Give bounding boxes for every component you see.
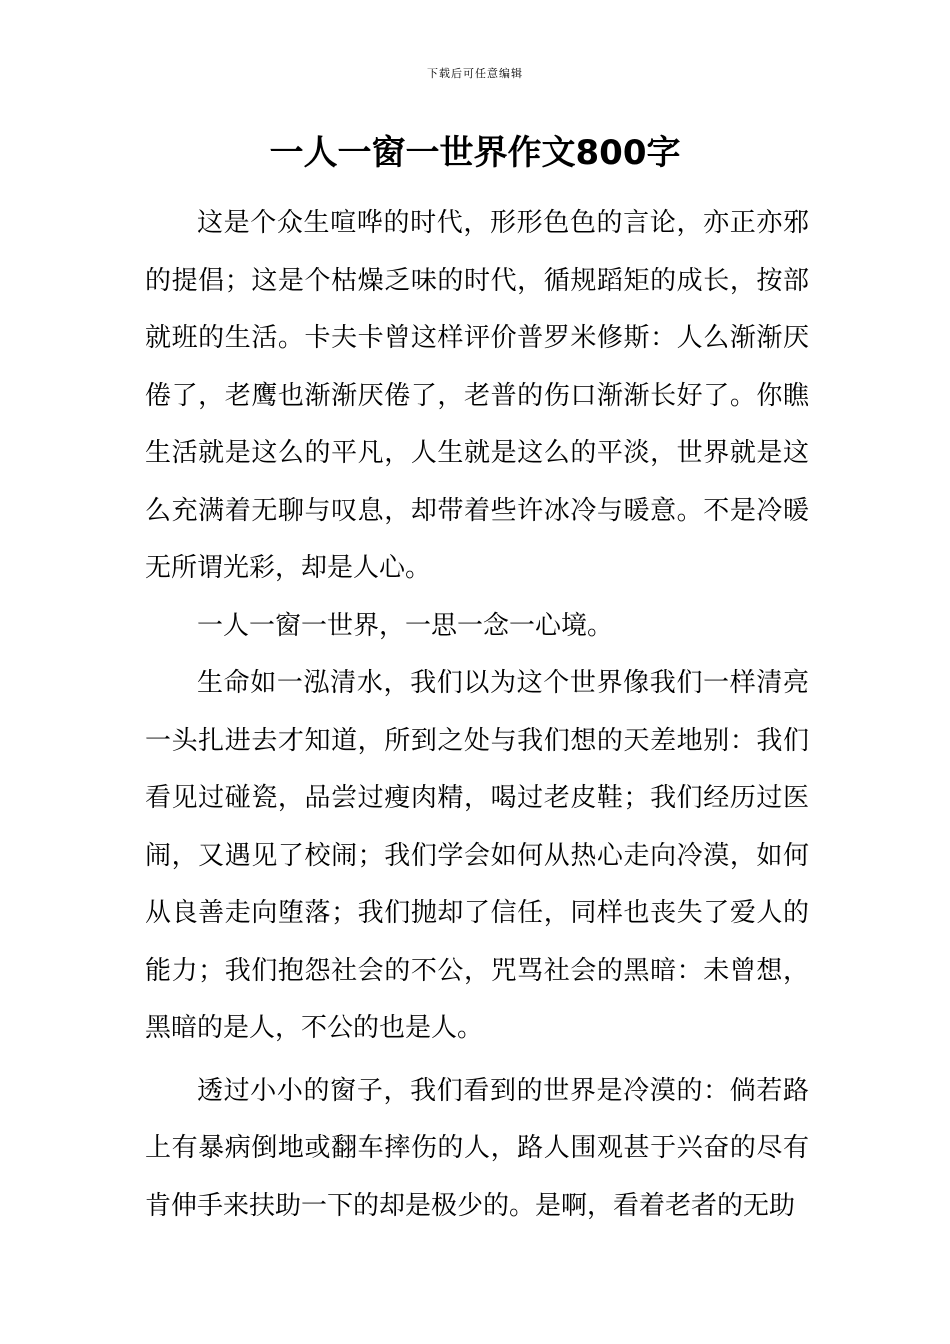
document-title: 一人一窗一世界作文800字 [269,133,681,173]
paragraph-2: 一人一窗一世界，一思一念一心境。 [197,610,614,641]
paragraph-1: 这是个众生喧哗的时代，形形色色的言论，亦正亦邪的提倡；这是个枯燥乏味的时代，循规蹈矩的成长，按部就班的生活。卡夫卡曾这样评价普罗米修斯：人么渐渐厌倦了，老鹰也渐渐厌倦了，老普的伤口渐渐长好了。你瞧生活就是这么的平凡，人生就是这么的平淡，世界就是这么充满着无聊与叹息，却带着些许冰冷与暖意。不是冷暖无所谓光彩，却是人心。 [145,208,809,583]
paragraph-3: 生命如一泓清水，我们以为这个世界像我们一样清亮一头扎进去才知道，所到之处与我们想的天差地别：我们看见过碰瓷，品尝过瘦肉精，喝过老皮鞋；我们经历过医闹，又遇见了校闹；我们学会如何从热心走向冷漠，如何从良善走向堕落；我们抛却了信任，同样也丧失了爱人的能力；我们抱怨社会的不公，咒骂社会的黑暗：未曾想，黑暗的是人，不公的也是人。 [145,668,809,1043]
document-body [145,195,809,1235]
header-note: 下载后可任意编辑 [427,67,523,80]
paragraph-4: 透过小小的窗子，我们看到的世界是冷漠的：倘若路上有暴病倒地或翻车摔伤的人，路人围观甚于兴奋的尽有肯伸手来扶助一下的却是极少的。是啊，看着老者的无助 [145,1075,809,1221]
